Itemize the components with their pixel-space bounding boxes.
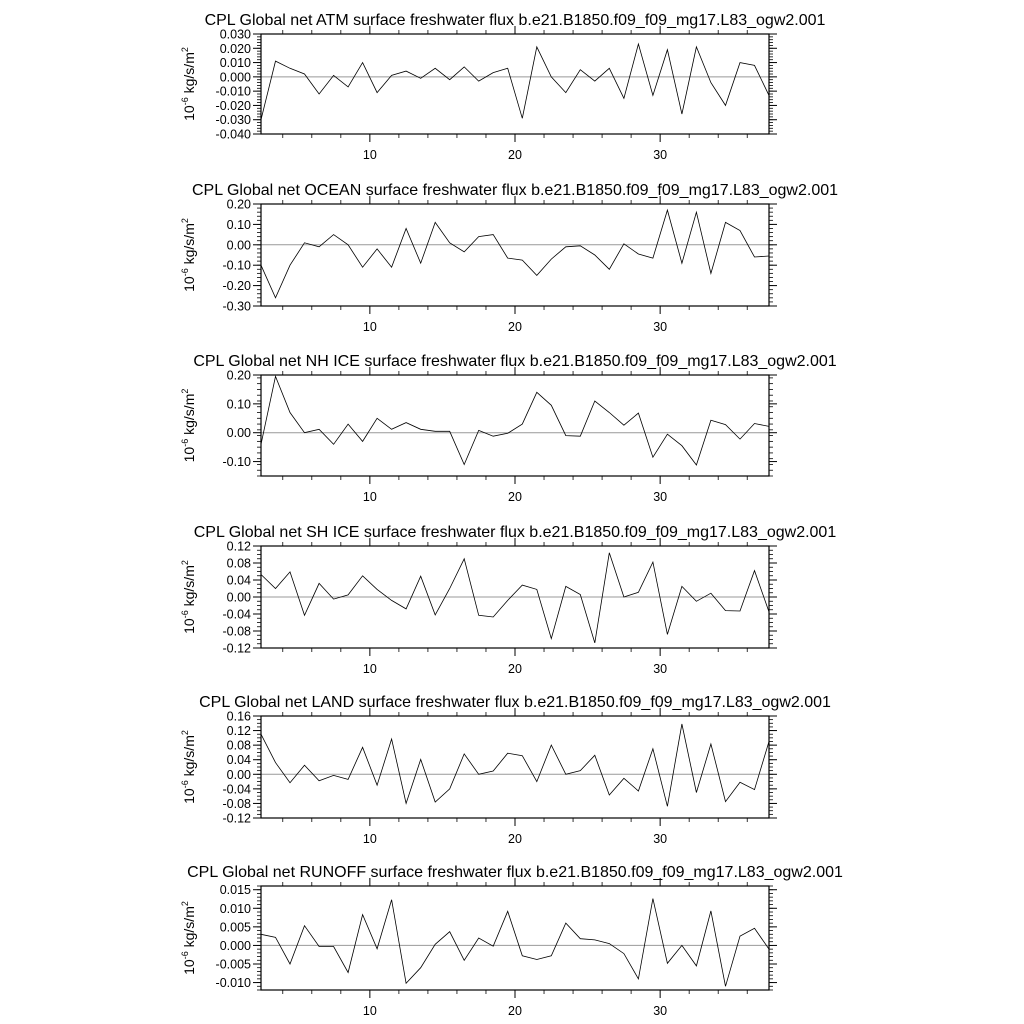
x-tick-label: 20 [508,662,522,676]
y-tick-label: 0.08 [226,738,251,753]
x-tick-label: 30 [653,1004,668,1018]
y-tick-label: 0.12 [226,539,251,554]
panel-6 [180,864,843,1018]
panel-1 [180,12,826,162]
y-tick-label: 0.04 [226,573,251,588]
y-tick-label: -0.12 [222,641,251,656]
y-tick-label: -0.30 [222,299,251,314]
series-line [261,376,769,465]
y-tick-label: 0.10 [226,217,251,232]
x-tick-label: 20 [508,490,522,504]
panel-title: CPL Global net LAND surface freshwater flux b.e21.B1850.f09_f09_mg17.L83_ogw2.001 [199,694,831,711]
x-tick-label: 30 [653,662,668,676]
panel-4 [180,524,836,676]
series-line [261,724,769,806]
y-tick-label: 0.00 [226,238,251,253]
y-tick-label: -0.10 [222,455,251,470]
y-axis-label: $10^{-6}$ $kg/s/m^2$ [180,730,197,804]
x-tick-label: 10 [362,148,377,162]
x-tick-label: 20 [508,832,522,846]
y-axis-label: $10^{-6}$ $kg/s/m^2$ [180,47,197,121]
y-tick-label: -0.020 [215,98,251,113]
y-tick-label: -0.20 [222,279,251,294]
panel-3 [180,353,837,504]
x-tick-label: 10 [362,320,377,334]
series-line [261,553,769,643]
x-tick-label: 20 [508,1004,522,1018]
y-tick-label: 0.16 [226,709,251,724]
y-axis-label: $10^{-6}$ $kg/s/m^2$ [180,218,197,292]
y-tick-label: 0.04 [226,753,251,768]
x-tick-label: 10 [362,1004,377,1018]
panel-title: CPL Global net RUNOFF surface freshwater flux b.e21.B1850.f09_f09_mg17.L83_ogw2.001 [187,864,843,881]
y-tick-label: -0.010 [215,976,251,991]
y-tick-label: -0.08 [222,796,251,811]
y-tick-label: 0.00 [226,767,251,782]
y-tick-label: -0.030 [215,113,251,128]
y-tick-label: -0.04 [222,782,251,797]
y-tick-label: 0.015 [219,883,251,898]
y-tick-label: -0.08 [222,624,251,639]
plot-frame [261,204,769,306]
panel-5 [180,694,831,846]
y-tick-label: 0.030 [219,27,251,42]
y-axis-label: $10^{-6}$ $kg/s/m^2$ [180,901,197,975]
series-line [261,899,769,987]
x-tick-label: 10 [362,832,377,846]
y-axis-label: $10^{-6}$ $kg/s/m^2$ [180,560,197,634]
panel-title: CPL Global net SH ICE surface freshwater flux b.e21.B1850.f09_f09_mg17.L83_ogw2.001 [193,524,837,541]
x-tick-label: 30 [653,832,668,846]
x-tick-label: 10 [362,662,377,676]
y-tick-label: 0.010 [219,901,251,916]
y-tick-label: -0.12 [222,811,251,826]
y-tick-label: 0.000 [219,938,251,953]
y-tick-label: 0.08 [226,556,251,571]
x-tick-label: 20 [508,148,522,162]
plot-frame [261,34,769,134]
x-tick-label: 30 [653,148,668,162]
y-tick-label: 0.020 [219,41,251,56]
y-tick-label: 0.10 [226,397,251,412]
x-tick-label: 20 [508,320,522,334]
panel-title: CPL Global net NH ICE surface freshwater flux b.e21.B1850.f09_f09_mg17.L83_ogw2.001 [193,353,837,370]
panel-title: CPL Global net OCEAN surface freshwater flux b.e21.B1850.f09_f09_mg17.L83_ogw2.001 [191,182,839,199]
y-tick-label: -0.040 [215,127,251,142]
y-tick-label: -0.005 [215,957,251,972]
series-line [261,44,769,120]
series-line [261,210,769,298]
plot-frame [261,716,769,818]
x-tick-label: 30 [653,490,668,504]
y-tick-label: 0.010 [219,56,251,71]
y-tick-label: -0.010 [215,84,251,99]
y-tick-label: 0.00 [226,426,251,441]
y-tick-label: 0.20 [226,197,251,212]
x-tick-label: 30 [653,320,668,334]
y-tick-label: 0.12 [226,724,251,739]
y-tick-label: 0.00 [226,590,251,605]
y-tick-label: -0.04 [222,607,251,622]
y-tick-label: 0.000 [219,70,251,85]
panel-title: CPL Global net ATM surface freshwater flux b.e21.B1850.f09_f09_mg17.L83_ogw2.001 [204,12,826,29]
y-tick-label: 0.20 [226,368,251,383]
y-tick-label: -0.10 [222,258,251,273]
panel-2 [180,182,838,334]
plot-frame [261,886,769,990]
y-axis-label: $10^{-6}$ $kg/s/m^2$ [180,388,197,463]
y-tick-label: 0.005 [219,920,251,935]
x-tick-label: 10 [362,490,377,504]
